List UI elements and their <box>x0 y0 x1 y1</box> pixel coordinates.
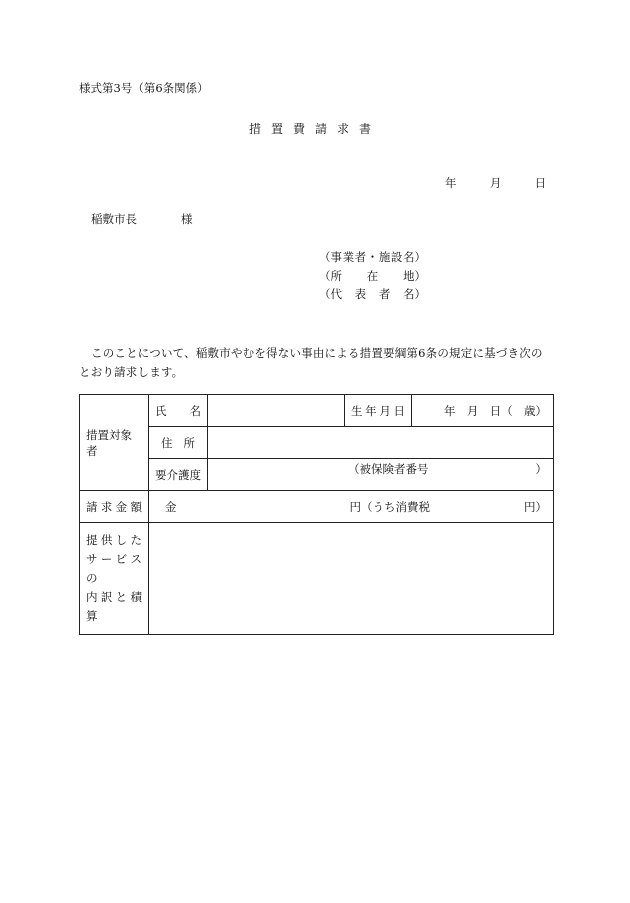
amount-header: 請求金額 <box>80 491 149 523</box>
services-field[interactable] <box>149 523 554 635</box>
amount-prefix: 金 <box>165 499 177 514</box>
date-year[interactable]: 年 <box>445 176 457 190</box>
address-field[interactable] <box>208 427 554 459</box>
subject-header: 措置対象者 <box>80 395 149 491</box>
applicant-business-name[interactable]: （事業者・施設名） <box>319 250 426 264</box>
date-month[interactable]: 月 <box>489 176 502 190</box>
birth-field[interactable]: 年 月 日（ 歳） <box>412 395 554 427</box>
document-title: 措置費請求書 <box>248 122 381 136</box>
amount-field[interactable] <box>149 491 554 523</box>
address-label: 住所 <box>149 427 208 459</box>
applicant-representative[interactable]: （代表者名） <box>319 287 426 301</box>
applicant-address[interactable]: （所在地） <box>319 269 426 283</box>
insured-number-label: （被保険者番号 <box>348 462 429 476</box>
name-field[interactable] <box>208 395 345 427</box>
birth-label: 生年月日 <box>345 395 412 427</box>
addressee <box>91 211 193 227</box>
addressee-honorific: 様 <box>181 212 193 226</box>
amount-yen-label: 円（うち消費税 <box>349 499 430 514</box>
name-label: 氏名 <box>149 395 208 427</box>
care-level-label: 要介護度 <box>149 459 208 491</box>
services-header: 提供した サービスの 内訳と積算 <box>80 523 149 635</box>
care-level-field[interactable]: （被保険者番号 ） <box>208 459 554 491</box>
tax-yen-label: 円） <box>524 499 547 514</box>
date-line <box>445 175 546 191</box>
form-number: 様式第3号（第6条関係） <box>79 81 209 95</box>
addressee-name: 稲敷市長 <box>91 212 137 226</box>
request-table <box>79 394 554 635</box>
date-day[interactable]: 日 <box>534 176 547 190</box>
request-statement: このことについて、稲敷市やむを得ない事由による措置要綱第6条の規定に基づき次のとおり請求します。 <box>79 346 543 379</box>
